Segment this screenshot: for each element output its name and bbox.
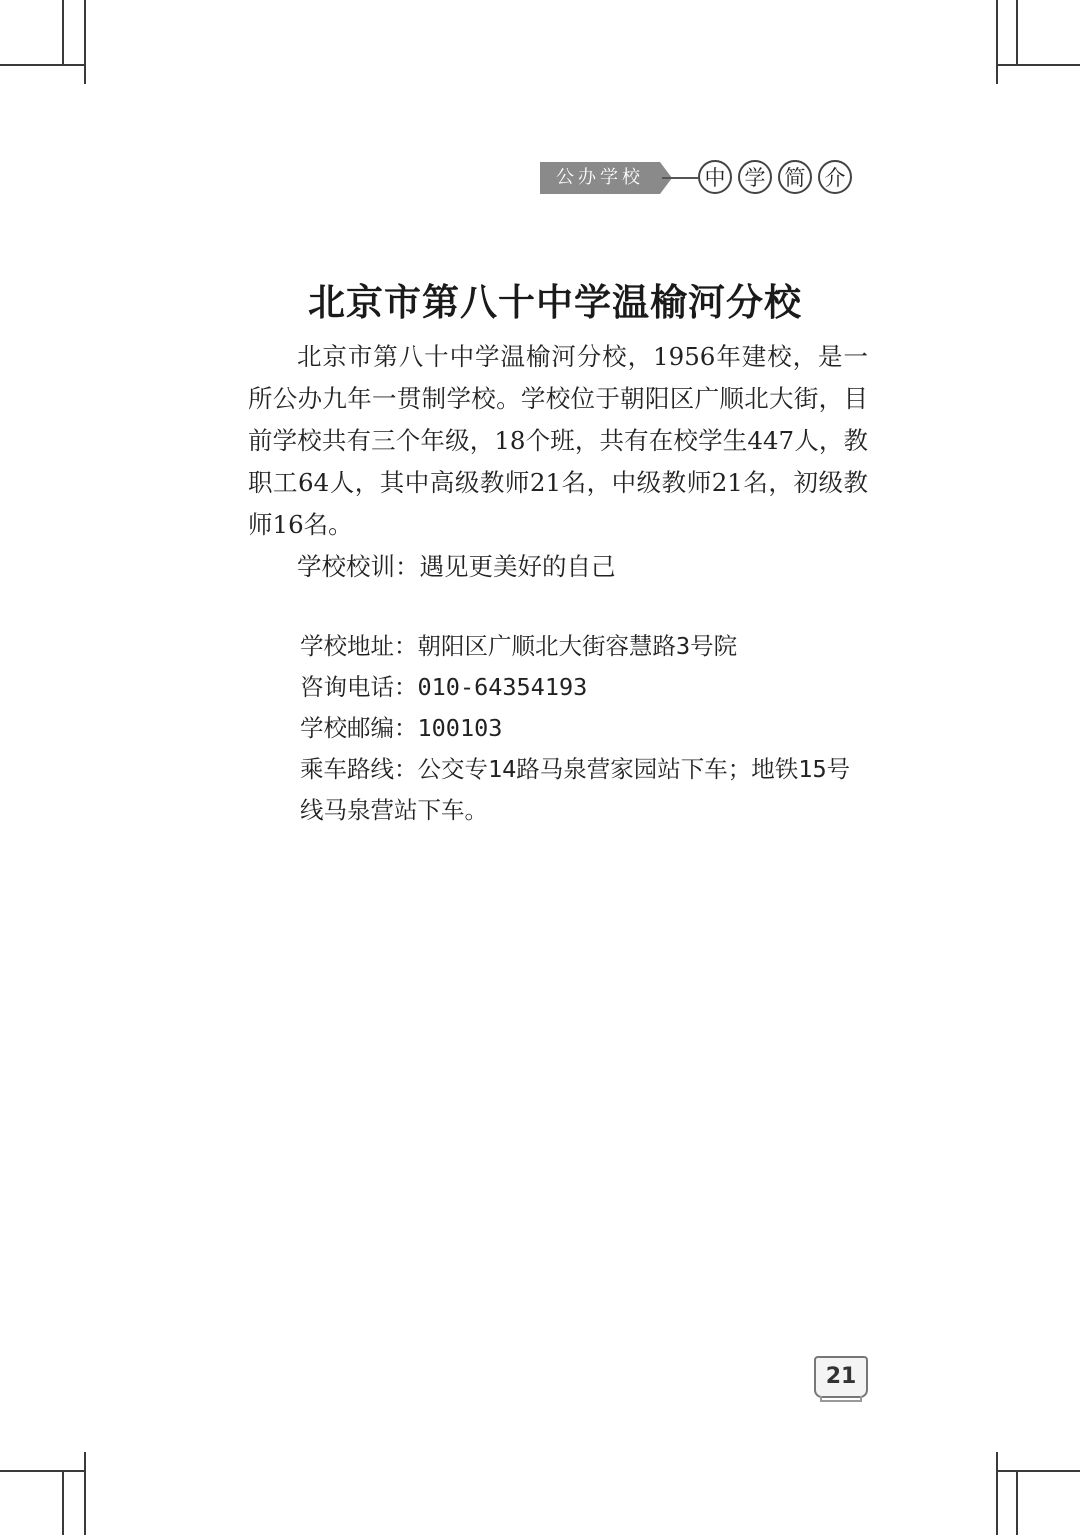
postcode-value: 100103	[417, 714, 503, 742]
address-value: 朝阳区广顺北大街容慧路3号院	[417, 632, 738, 660]
route-value: 公交专14路马泉营家园站下车；地铁15号线马泉营站下车。	[300, 755, 851, 824]
chapter-badge: 中	[698, 160, 732, 194]
intro-paragraph: 北京市第八十中学温榆河分校，1956年建校，是一所公办九年一贯制学校。学校位于朝阳区广顺北大街，目前学校共有三个年级，18个班，共有在校学生447人，教职工64人，其中高级教师21名，中级教师21名，初级教师16名。	[248, 342, 868, 539]
crop-mark	[996, 1452, 998, 1535]
crop-mark	[996, 0, 998, 84]
route-line	[248, 749, 868, 831]
crop-mark	[0, 64, 86, 66]
crop-mark	[1016, 1470, 1018, 1535]
running-header	[540, 158, 870, 198]
phone-line	[248, 667, 868, 708]
crop-mark	[0, 1470, 86, 1472]
crop-mark	[62, 0, 64, 66]
school-motto: 学校校训：遇见更美好的自己	[297, 552, 616, 581]
postcode-line	[248, 708, 868, 749]
page-title: 北京市第八十中学温榆河分校	[308, 281, 802, 324]
chapter-badges	[698, 160, 852, 194]
postcode-label: 学校邮编：	[300, 714, 418, 742]
crop-mark	[1016, 0, 1018, 66]
chapter-badge: 介	[818, 160, 852, 194]
address-line	[248, 626, 868, 667]
chapter-badge: 简	[778, 160, 812, 194]
route-label: 乘车路线：	[300, 755, 418, 783]
section-tag: 公办学校	[540, 162, 660, 194]
contact-info	[248, 626, 868, 831]
phone-value: 010-64354193	[417, 673, 588, 701]
phone-label: 咨询电话：	[300, 673, 418, 701]
crop-mark	[62, 1470, 64, 1535]
crop-mark	[996, 1470, 1080, 1472]
crop-mark	[84, 0, 86, 84]
body-text	[248, 336, 868, 588]
header-rule	[662, 177, 698, 179]
crop-mark	[996, 64, 1080, 66]
page-number: 21	[814, 1356, 868, 1398]
crop-mark	[84, 1452, 86, 1535]
chapter-badge: 学	[738, 160, 772, 194]
address-label: 学校地址：	[300, 632, 418, 660]
